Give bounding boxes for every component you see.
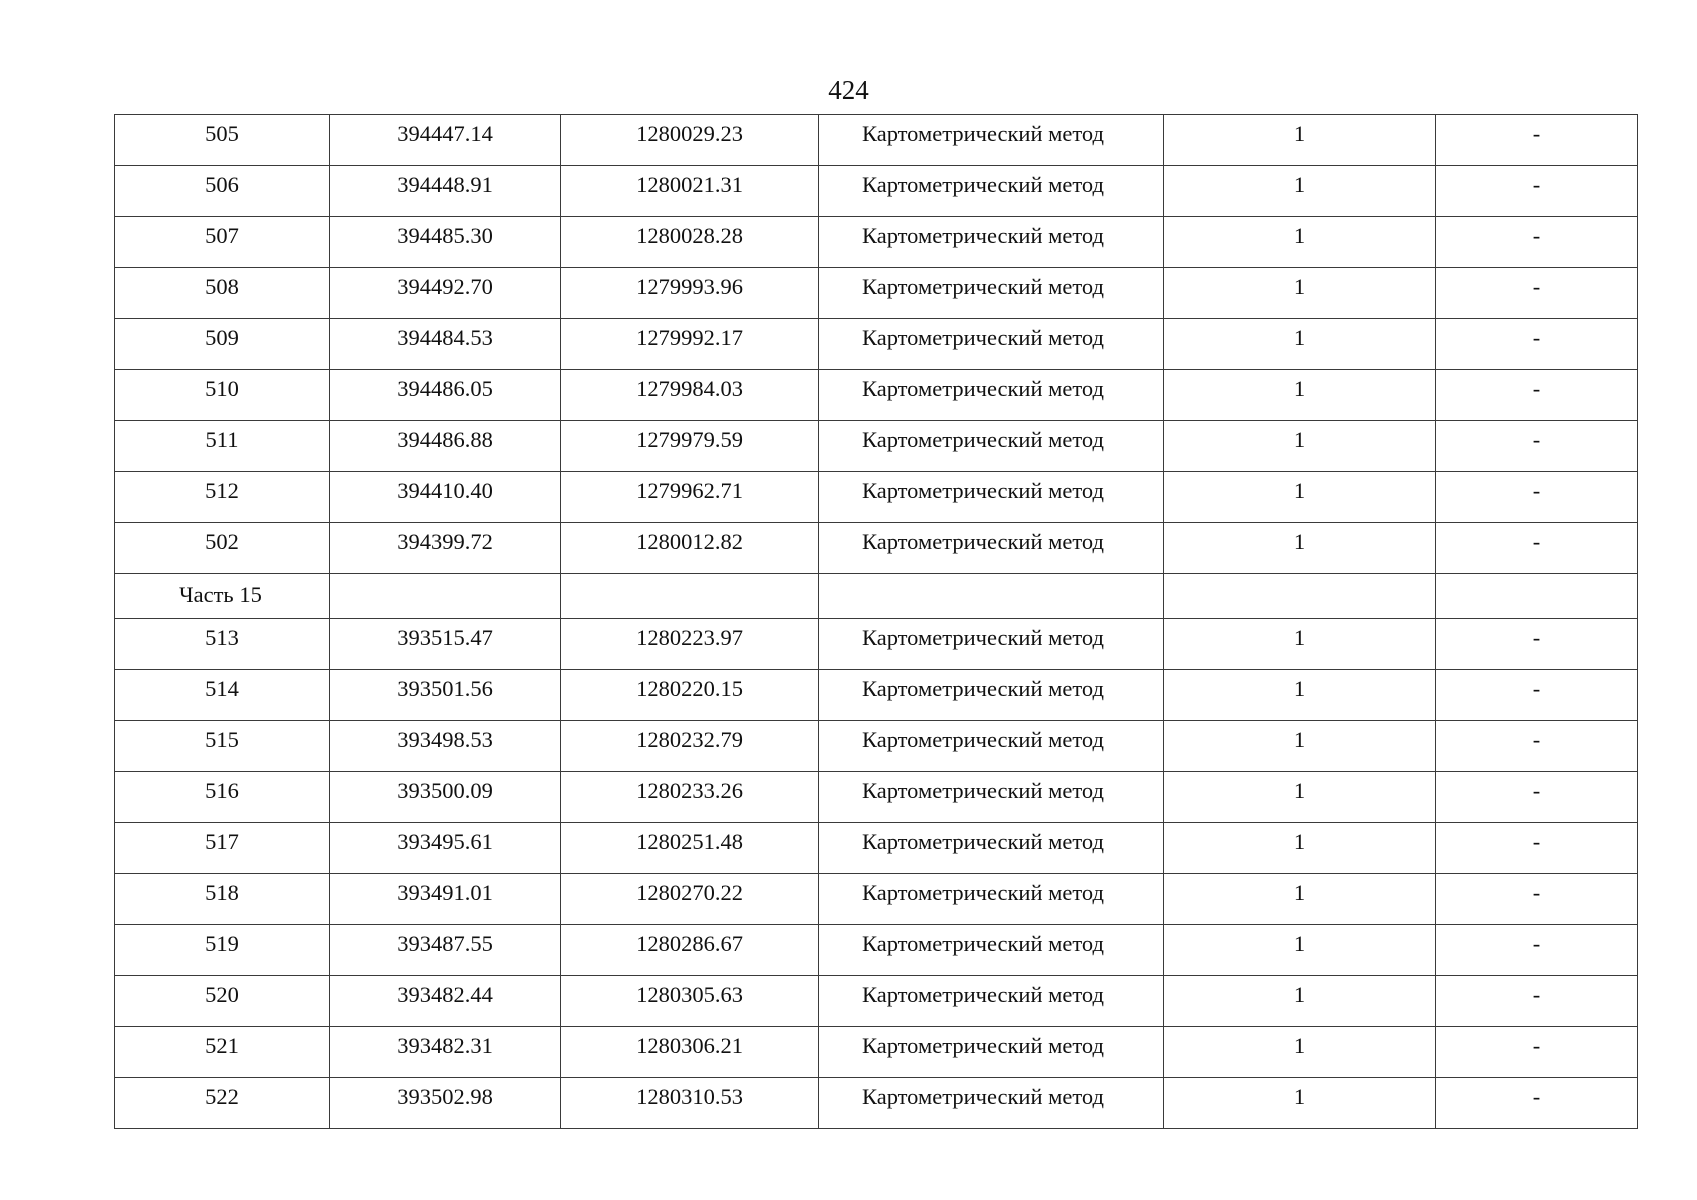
description-cell: - [1436,472,1638,523]
y-coordinate-cell: 1280021.31 [561,166,819,217]
description-cell: - [1436,976,1638,1027]
description-cell: - [1436,874,1638,925]
y-coordinate-cell: 1280305.63 [561,976,819,1027]
description-cell: - [1436,523,1638,574]
x-coordinate-cell: 393495.61 [330,823,561,874]
precision-cell: 1 [1164,874,1436,925]
section-label: Часть 15 [115,574,330,619]
x-coordinate-cell: 394447.14 [330,115,561,166]
precision-cell: 1 [1164,523,1436,574]
precision-cell: 1 [1164,772,1436,823]
x-coordinate-cell: 393501.56 [330,670,561,721]
table-row [115,319,1638,370]
x-coordinate-cell: 394492.70 [330,268,561,319]
point-number-cell: 507 [115,217,330,268]
y-coordinate-cell: 1280029.23 [561,115,819,166]
precision-cell: 1 [1164,1027,1436,1078]
point-number-cell: 515 [115,721,330,772]
point-number-cell: 518 [115,874,330,925]
y-coordinate-cell: 1280223.97 [561,619,819,670]
x-coordinate-cell: 393491.01 [330,874,561,925]
section-empty-cell [1164,574,1436,619]
point-number-cell: 512 [115,472,330,523]
precision-cell: 1 [1164,619,1436,670]
method-cell: Картометрический метод [819,619,1164,670]
y-coordinate-cell: 1279984.03 [561,370,819,421]
x-coordinate-cell: 394410.40 [330,472,561,523]
table-row [115,268,1638,319]
table-row [115,823,1638,874]
y-coordinate-cell: 1280306.21 [561,1027,819,1078]
precision-cell: 1 [1164,976,1436,1027]
point-number-cell: 521 [115,1027,330,1078]
point-number-cell: 513 [115,619,330,670]
x-coordinate-cell: 393500.09 [330,772,561,823]
precision-cell: 1 [1164,670,1436,721]
method-cell: Картометрический метод [819,976,1164,1027]
section-empty-cell [1436,574,1638,619]
description-cell: - [1436,721,1638,772]
method-cell: Картометрический метод [819,217,1164,268]
method-cell: Картометрический метод [819,1027,1164,1078]
precision-cell: 1 [1164,472,1436,523]
table-row [115,523,1638,574]
description-cell: - [1436,115,1638,166]
method-cell: Картометрический метод [819,268,1164,319]
description-cell: - [1436,370,1638,421]
x-coordinate-cell: 394486.88 [330,421,561,472]
point-number-cell: 502 [115,523,330,574]
precision-cell: 1 [1164,823,1436,874]
method-cell: Картометрический метод [819,166,1164,217]
point-number-cell: 519 [115,925,330,976]
table-row [115,925,1638,976]
method-cell: Картометрический метод [819,370,1164,421]
y-coordinate-cell: 1280220.15 [561,670,819,721]
precision-cell: 1 [1164,1078,1436,1129]
precision-cell: 1 [1164,217,1436,268]
y-coordinate-cell: 1279979.59 [561,421,819,472]
point-number-cell: 517 [115,823,330,874]
description-cell: - [1436,1027,1638,1078]
description-cell: - [1436,217,1638,268]
point-number-cell: 514 [115,670,330,721]
x-coordinate-cell: 394484.53 [330,319,561,370]
method-cell: Картометрический метод [819,874,1164,925]
point-number-cell: 510 [115,370,330,421]
y-coordinate-cell: 1280232.79 [561,721,819,772]
x-coordinate-cell: 393515.47 [330,619,561,670]
method-cell: Картометрический метод [819,772,1164,823]
y-coordinate-cell: 1280251.48 [561,823,819,874]
method-cell: Картометрический метод [819,670,1164,721]
precision-cell: 1 [1164,115,1436,166]
precision-cell: 1 [1164,166,1436,217]
y-coordinate-cell: 1279992.17 [561,319,819,370]
section-empty-cell [561,574,819,619]
x-coordinate-cell: 394448.91 [330,166,561,217]
precision-cell: 1 [1164,925,1436,976]
y-coordinate-cell: 1280310.53 [561,1078,819,1129]
y-coordinate-cell: 1280012.82 [561,523,819,574]
section-row [115,574,1638,619]
precision-cell: 1 [1164,370,1436,421]
y-coordinate-cell: 1280233.26 [561,772,819,823]
table-row [115,421,1638,472]
table-row [115,619,1638,670]
description-cell: - [1436,772,1638,823]
table-row [115,115,1638,166]
table-row [115,1078,1638,1129]
description-cell: - [1436,319,1638,370]
method-cell: Картометрический метод [819,823,1164,874]
table-row [115,772,1638,823]
table-row [115,370,1638,421]
method-cell: Картометрический метод [819,721,1164,772]
precision-cell: 1 [1164,421,1436,472]
table-row [115,874,1638,925]
y-coordinate-cell: 1280028.28 [561,217,819,268]
coordinates-table [114,114,1638,1129]
section-empty-cell [330,574,561,619]
point-number-cell: 506 [115,166,330,217]
y-coordinate-cell: 1280270.22 [561,874,819,925]
page-number: 424 [828,75,869,105]
method-cell: Картометрический метод [819,319,1164,370]
description-cell: - [1436,1078,1638,1129]
x-coordinate-cell: 394486.05 [330,370,561,421]
x-coordinate-cell: 393502.98 [330,1078,561,1129]
precision-cell: 1 [1164,268,1436,319]
x-coordinate-cell: 393482.44 [330,976,561,1027]
method-cell: Картометрический метод [819,421,1164,472]
description-cell: - [1436,619,1638,670]
method-cell: Картометрический метод [819,115,1164,166]
point-number-cell: 511 [115,421,330,472]
x-coordinate-cell: 393482.31 [330,1027,561,1078]
point-number-cell: 520 [115,976,330,1027]
table-row [115,472,1638,523]
precision-cell: 1 [1164,319,1436,370]
method-cell: Картометрический метод [819,472,1164,523]
description-cell: - [1436,421,1638,472]
table-row [115,166,1638,217]
table-row [115,976,1638,1027]
table-row [115,217,1638,268]
description-cell: - [1436,823,1638,874]
description-cell: - [1436,670,1638,721]
x-coordinate-cell: 393498.53 [330,721,561,772]
point-number-cell: 516 [115,772,330,823]
table-row [115,670,1638,721]
description-cell: - [1436,268,1638,319]
table-row [115,1027,1638,1078]
section-empty-cell [819,574,1164,619]
method-cell: Картометрический метод [819,925,1164,976]
y-coordinate-cell: 1279993.96 [561,268,819,319]
y-coordinate-cell: 1280286.67 [561,925,819,976]
table-row [115,721,1638,772]
x-coordinate-cell: 394485.30 [330,217,561,268]
description-cell: - [1436,166,1638,217]
precision-cell: 1 [1164,721,1436,772]
description-cell: - [1436,925,1638,976]
table-body [115,115,1638,1129]
point-number-cell: 522 [115,1078,330,1129]
x-coordinate-cell: 393487.55 [330,925,561,976]
point-number-cell: 508 [115,268,330,319]
y-coordinate-cell: 1279962.71 [561,472,819,523]
point-number-cell: 505 [115,115,330,166]
x-coordinate-cell: 394399.72 [330,523,561,574]
method-cell: Картометрический метод [819,1078,1164,1129]
point-number-cell: 509 [115,319,330,370]
method-cell: Картометрический метод [819,523,1164,574]
